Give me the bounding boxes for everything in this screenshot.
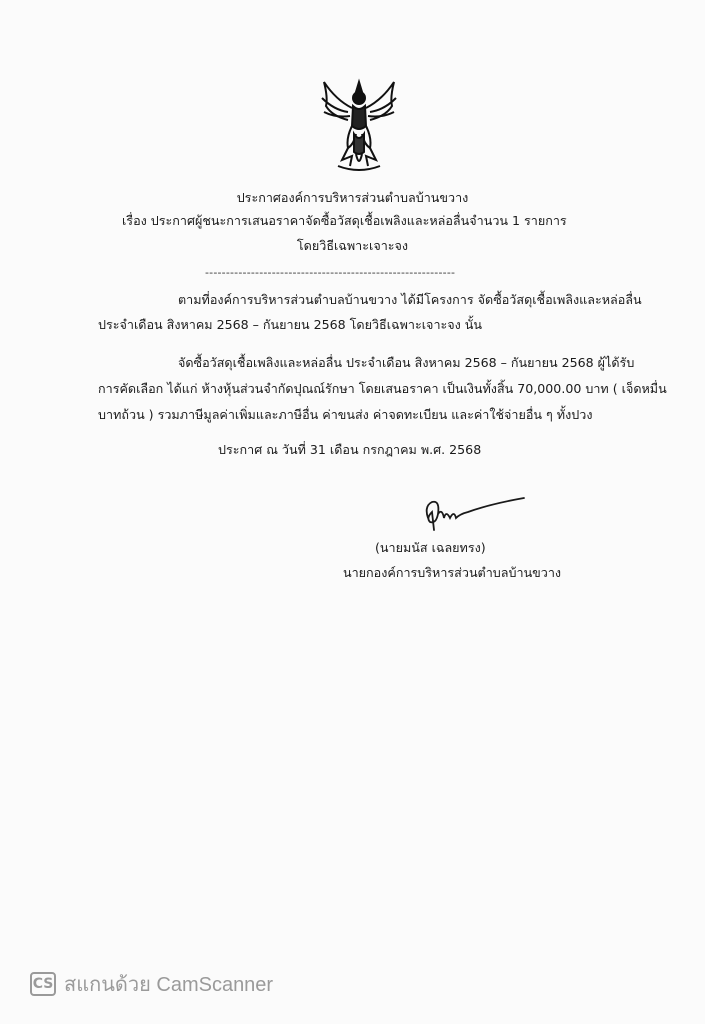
announcement-date: ประกาศ ณ วันที่ 31 เดือน กรกฎาคม พ.ศ. 2568 xyxy=(218,442,482,457)
garuda-emblem-icon xyxy=(318,76,400,176)
watermark-text: สแกนด้วย CamScanner xyxy=(64,974,274,996)
document-title: ประกาศองค์การบริหารส่วนตำบลบ้านขวาง xyxy=(236,190,469,205)
handwritten-signature xyxy=(420,488,530,536)
paragraph-2-line-1: จัดซื้อวัสดุเชื้อเพลิงและหล่อลื่น ประจำเดือน สิงหาคม 2568 – กันยายน 2568 ผู้ได้รับ xyxy=(178,355,635,370)
separator-line: ------------------------------------------------------------ xyxy=(205,266,456,279)
paragraph-2-line-2: การคัดเลือก ได้แก่ ห้างหุ้นส่วนจำกัดปุณณ์รักษา โดยเสนอราคา เป็นเงินทั้งสิ้น 70,000.00 บาท ( เจ็ดหมื่น xyxy=(98,381,667,396)
document-subject: เรื่อง ประกาศผู้ชนะการเสนอราคาจัดซื้อวัสดุเชื้อเพลิงและหล่อลื่นจำนวน 1 รายการ xyxy=(122,213,567,228)
signer-position: นายกองค์การบริหารส่วนตำบลบ้านขวาง xyxy=(343,565,562,580)
procurement-method: โดยวิธีเฉพาะเจาะจง xyxy=(296,238,409,253)
paragraph-1-line-1: ตามที่องค์การบริหารส่วนตำบลบ้านขวาง ได้มีโครงการ จัดซื้อวัสดุเชื้อเพลิงและหล่อลื่น xyxy=(178,292,642,307)
camscanner-watermark xyxy=(30,970,273,998)
camscanner-logo-icon: CS xyxy=(30,972,56,996)
signer-name: (นายมนัส เฉลยทรง) xyxy=(375,540,486,555)
paragraph-1-line-2: ประจำเดือน สิงหาคม 2568 – กันยายน 2568 โดยวิธีเฉพาะเจาะจง นั้น xyxy=(98,317,483,332)
paragraph-2-line-3: บาทถ้วน ) รวมภาษีมูลค่าเพิ่มและภาษีอื่น ค่าขนส่ง ค่าจดทะเบียน และค่าใช้จ่ายอื่น ๆ ทั้งปวง xyxy=(98,407,593,422)
